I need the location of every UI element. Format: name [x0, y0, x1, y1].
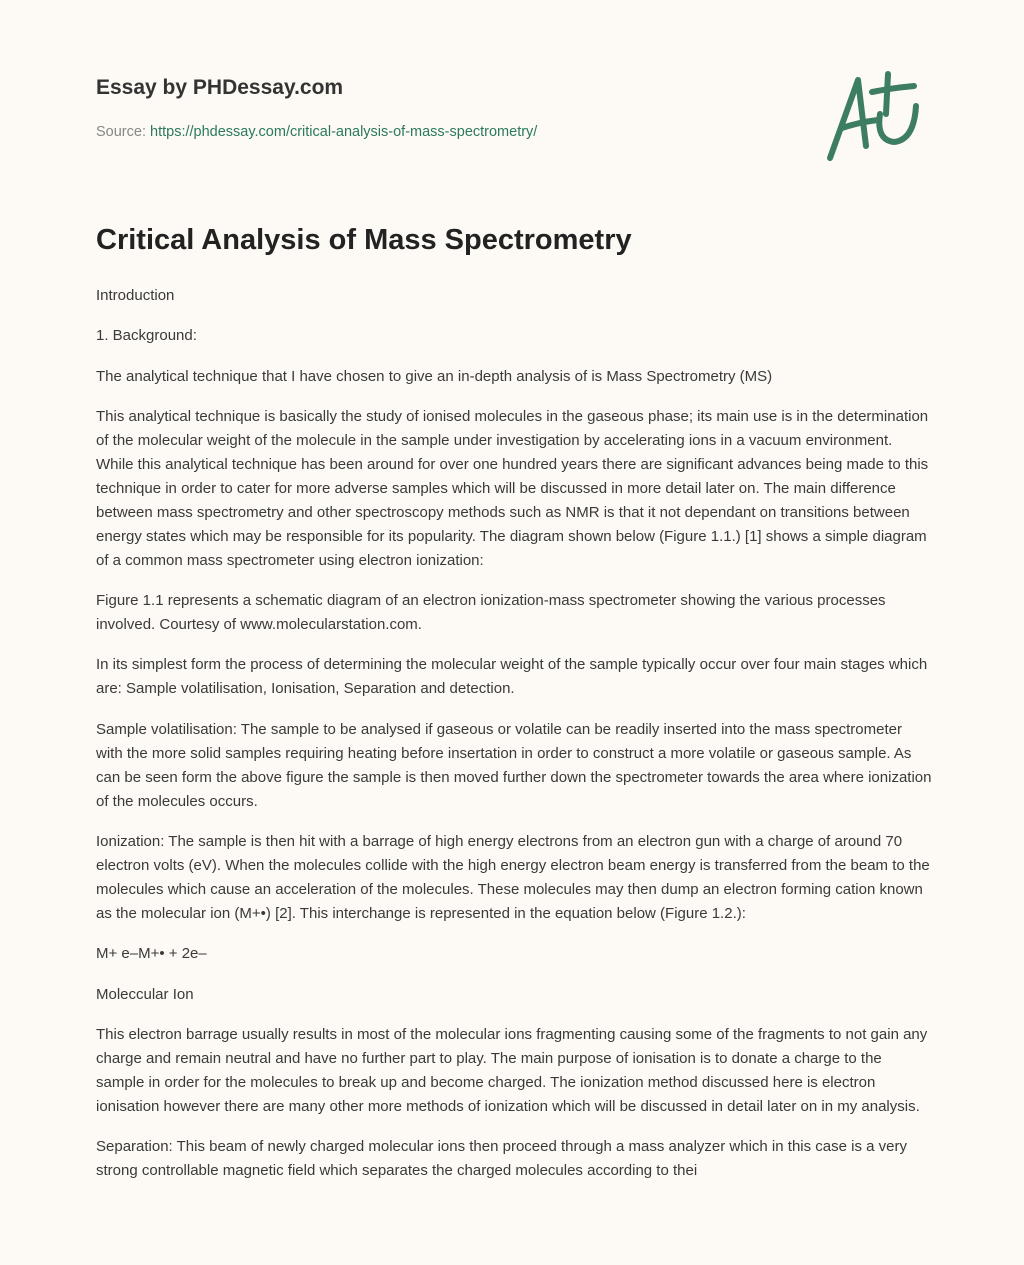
paragraph-introduction: Introduction: [96, 287, 175, 304]
page-title: Critical Analysis of Mass Spectrometry: [96, 224, 632, 256]
figure-caption: Figure 1.1 represents a schematic diagram of an electron ionization-mass spectrometer showing the various processes involved. Courtesy of www.molecularstation.com.: [96, 592, 886, 634]
paragraph: The analytical technique that I have chosen to give an in-depth analysis of is Mass Spectrometry (MS): [96, 367, 773, 385]
site-brand: Essay by PHDessay.com: [96, 76, 344, 99]
paragraph: This electron barrage usually results in most of the molecular ions fragmenting causing some of the fragments to not gain any charge and remain neutral and have no further part to play. The main purpose of ionisation is to donate a charge to the sample in order for the molecules to break up and become charged. The ionization method discussed here is electron ionisation however there are many other more methods of ionization which will be discussed in detail later on in my analysis.: [96, 1025, 928, 1115]
paragraph: Separation: This beam of newly charged molecular ions then proceed through a mass analyzer which in this case is a very strong controllable magnetic field which separates the charged molecules according to thei: [96, 1138, 907, 1180]
paragraph-background-heading: 1. Background:: [96, 327, 197, 345]
equation: M+ e–M+• + 2e–: [96, 945, 207, 963]
essay-body: [96, 284, 932, 1200]
paragraph: This analytical technique is basically the study of ionised molecules in the gaseous phase; its main use is in the determination of the molecular weight of the molecule in the sample under investigation by accelerating ions in a vacuum environment. While this analytical technique has been around for over one hundred years there are significant advances being made to this technique in order to cater for more adverse samples which will be discussed in more detail later on. The main difference between mass spectrometry and other spectroscopy methods such as NMR is that it not dependant on transitions between energy states which may be responsible for its popularity. The diagram shown below (Figure 1.1.) [1] shows a simple diagram of a common mass spectrometer using electron ionization:: [96, 407, 929, 569]
paragraph: Sample volatilisation: The sample to be analysed if gaseous or volatile can be readily inserted into the mass spectrometer with the more solid samples requiring heating before insertation in order to construct a more volatile or gaseous sample. As can be seen form the above figure the sample is then moved further down the spectrometer towards the area where ionization of the molecules occurs.: [96, 720, 932, 810]
source-link[interactable]: https://phdessay.com/critical-analysis-of-mass-spectrometry/: [150, 124, 538, 140]
source-label: Source:: [96, 124, 146, 140]
paragraph: In its simplest form the process of determining the molecular weight of the sample typically occur over four main stages which are: Sample volatilisation, Ionisation, Separation and detection.: [96, 656, 928, 698]
paragraph: Ionization: The sample is then hit with a barrage of high energy electrons from an electron gun with a charge of around 70 electron volts (eV). When the molecules collide with the high energy electron beam energy is transferred from the beam to the molecules which cause an acceleration of the molecules. These molecules may then dump an electron forming cation known as the molecular ion (M+•) [2]. This interchange is represented in the equation below (Figure 1.2.):: [96, 833, 930, 923]
source-line: [96, 124, 537, 140]
a-plus-logo: [820, 66, 930, 166]
equation-label: Moleccular Ion: [96, 985, 194, 1003]
